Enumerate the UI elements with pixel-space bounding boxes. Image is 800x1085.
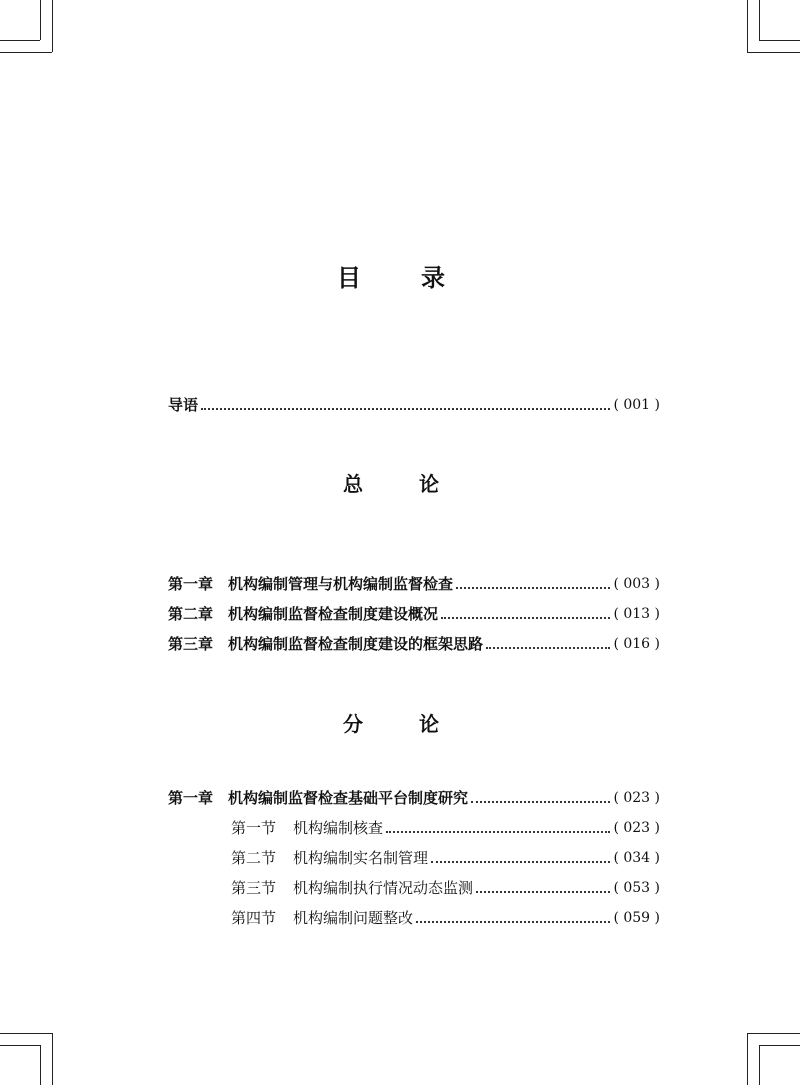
entry-title: 机构编制管理与机构编制监督检查 — [228, 575, 454, 593]
crop-mark — [0, 52, 52, 53]
section-heading-specific: 分 论 — [343, 712, 457, 736]
toc-entry-chapter[interactable] — [168, 631, 660, 653]
dot-leader — [476, 891, 610, 893]
dot-leader — [441, 617, 610, 619]
page-number: ( 003 ) — [613, 576, 660, 592]
crop-mark — [0, 1045, 40, 1046]
dot-leader — [416, 921, 610, 923]
toc-entry-section[interactable] — [231, 815, 660, 837]
page-number: ( 001 ) — [613, 397, 660, 413]
entry-title: 导语 — [168, 396, 199, 414]
entry-title: 机构编制执行情况动态监测 — [293, 879, 474, 897]
crop-mark — [40, 0, 41, 40]
entry-title: 机构编制核查 — [293, 819, 384, 837]
crop-mark — [52, 1033, 53, 1085]
crop-mark — [52, 0, 53, 52]
section-number: 第二节 — [231, 849, 277, 867]
dot-leader — [471, 801, 610, 803]
crop-mark — [0, 40, 40, 41]
chapter-number: 第三章 — [168, 635, 214, 653]
crop-mark — [0, 1033, 52, 1034]
crop-mark — [759, 1045, 800, 1046]
chapter-number: 第一章 — [168, 575, 214, 593]
page-number: ( 053 ) — [613, 880, 660, 896]
dot-leader — [486, 647, 610, 649]
chapter-number: 第一章 — [168, 789, 214, 807]
entry-title: 机构编制问题整改 — [293, 909, 414, 927]
page-number: ( 023 ) — [613, 790, 660, 806]
toc-entry-section[interactable] — [231, 875, 660, 897]
crop-mark — [40, 1045, 41, 1085]
crop-mark — [747, 52, 800, 53]
page-number: ( 059 ) — [613, 910, 660, 926]
crop-mark — [747, 1033, 748, 1085]
crop-mark — [747, 1033, 800, 1034]
entry-title: 机构编制监督检查基础平台制度研究 — [228, 789, 469, 807]
crop-mark — [747, 0, 748, 52]
page-number: ( 023 ) — [613, 820, 660, 836]
entry-title: 机构编制监督检查制度建设的框架思路 — [228, 635, 484, 653]
section-number: 第四节 — [231, 909, 277, 927]
toc-entry-chapter[interactable] — [168, 601, 660, 623]
toc-entry-chapter[interactable] — [168, 571, 660, 593]
toc-entry-section[interactable] — [231, 845, 660, 867]
crop-mark — [759, 1045, 760, 1085]
toc-entry-section[interactable] — [231, 905, 660, 927]
toc-entry-chapter[interactable] — [168, 785, 660, 807]
chapter-number: 第二章 — [168, 605, 214, 623]
page-number: ( 013 ) — [613, 606, 660, 622]
crop-mark — [759, 40, 800, 41]
dot-leader — [386, 831, 610, 833]
entry-title: 机构编制监督检查制度建设概况 — [228, 605, 439, 623]
section-number: 第三节 — [231, 879, 277, 897]
page-number: ( 034 ) — [613, 850, 660, 866]
dot-leader — [201, 408, 610, 410]
toc-entry-intro[interactable] — [168, 392, 660, 414]
section-heading-general: 总 论 — [343, 472, 457, 496]
entry-title: 机构编制实名制管理 — [293, 849, 429, 867]
crop-mark — [759, 0, 760, 40]
section-number: 第一节 — [231, 819, 277, 837]
dot-leader — [431, 861, 610, 863]
dot-leader — [456, 587, 610, 589]
toc-title: 目 录 — [337, 264, 463, 292]
page-number: ( 016 ) — [613, 636, 660, 652]
